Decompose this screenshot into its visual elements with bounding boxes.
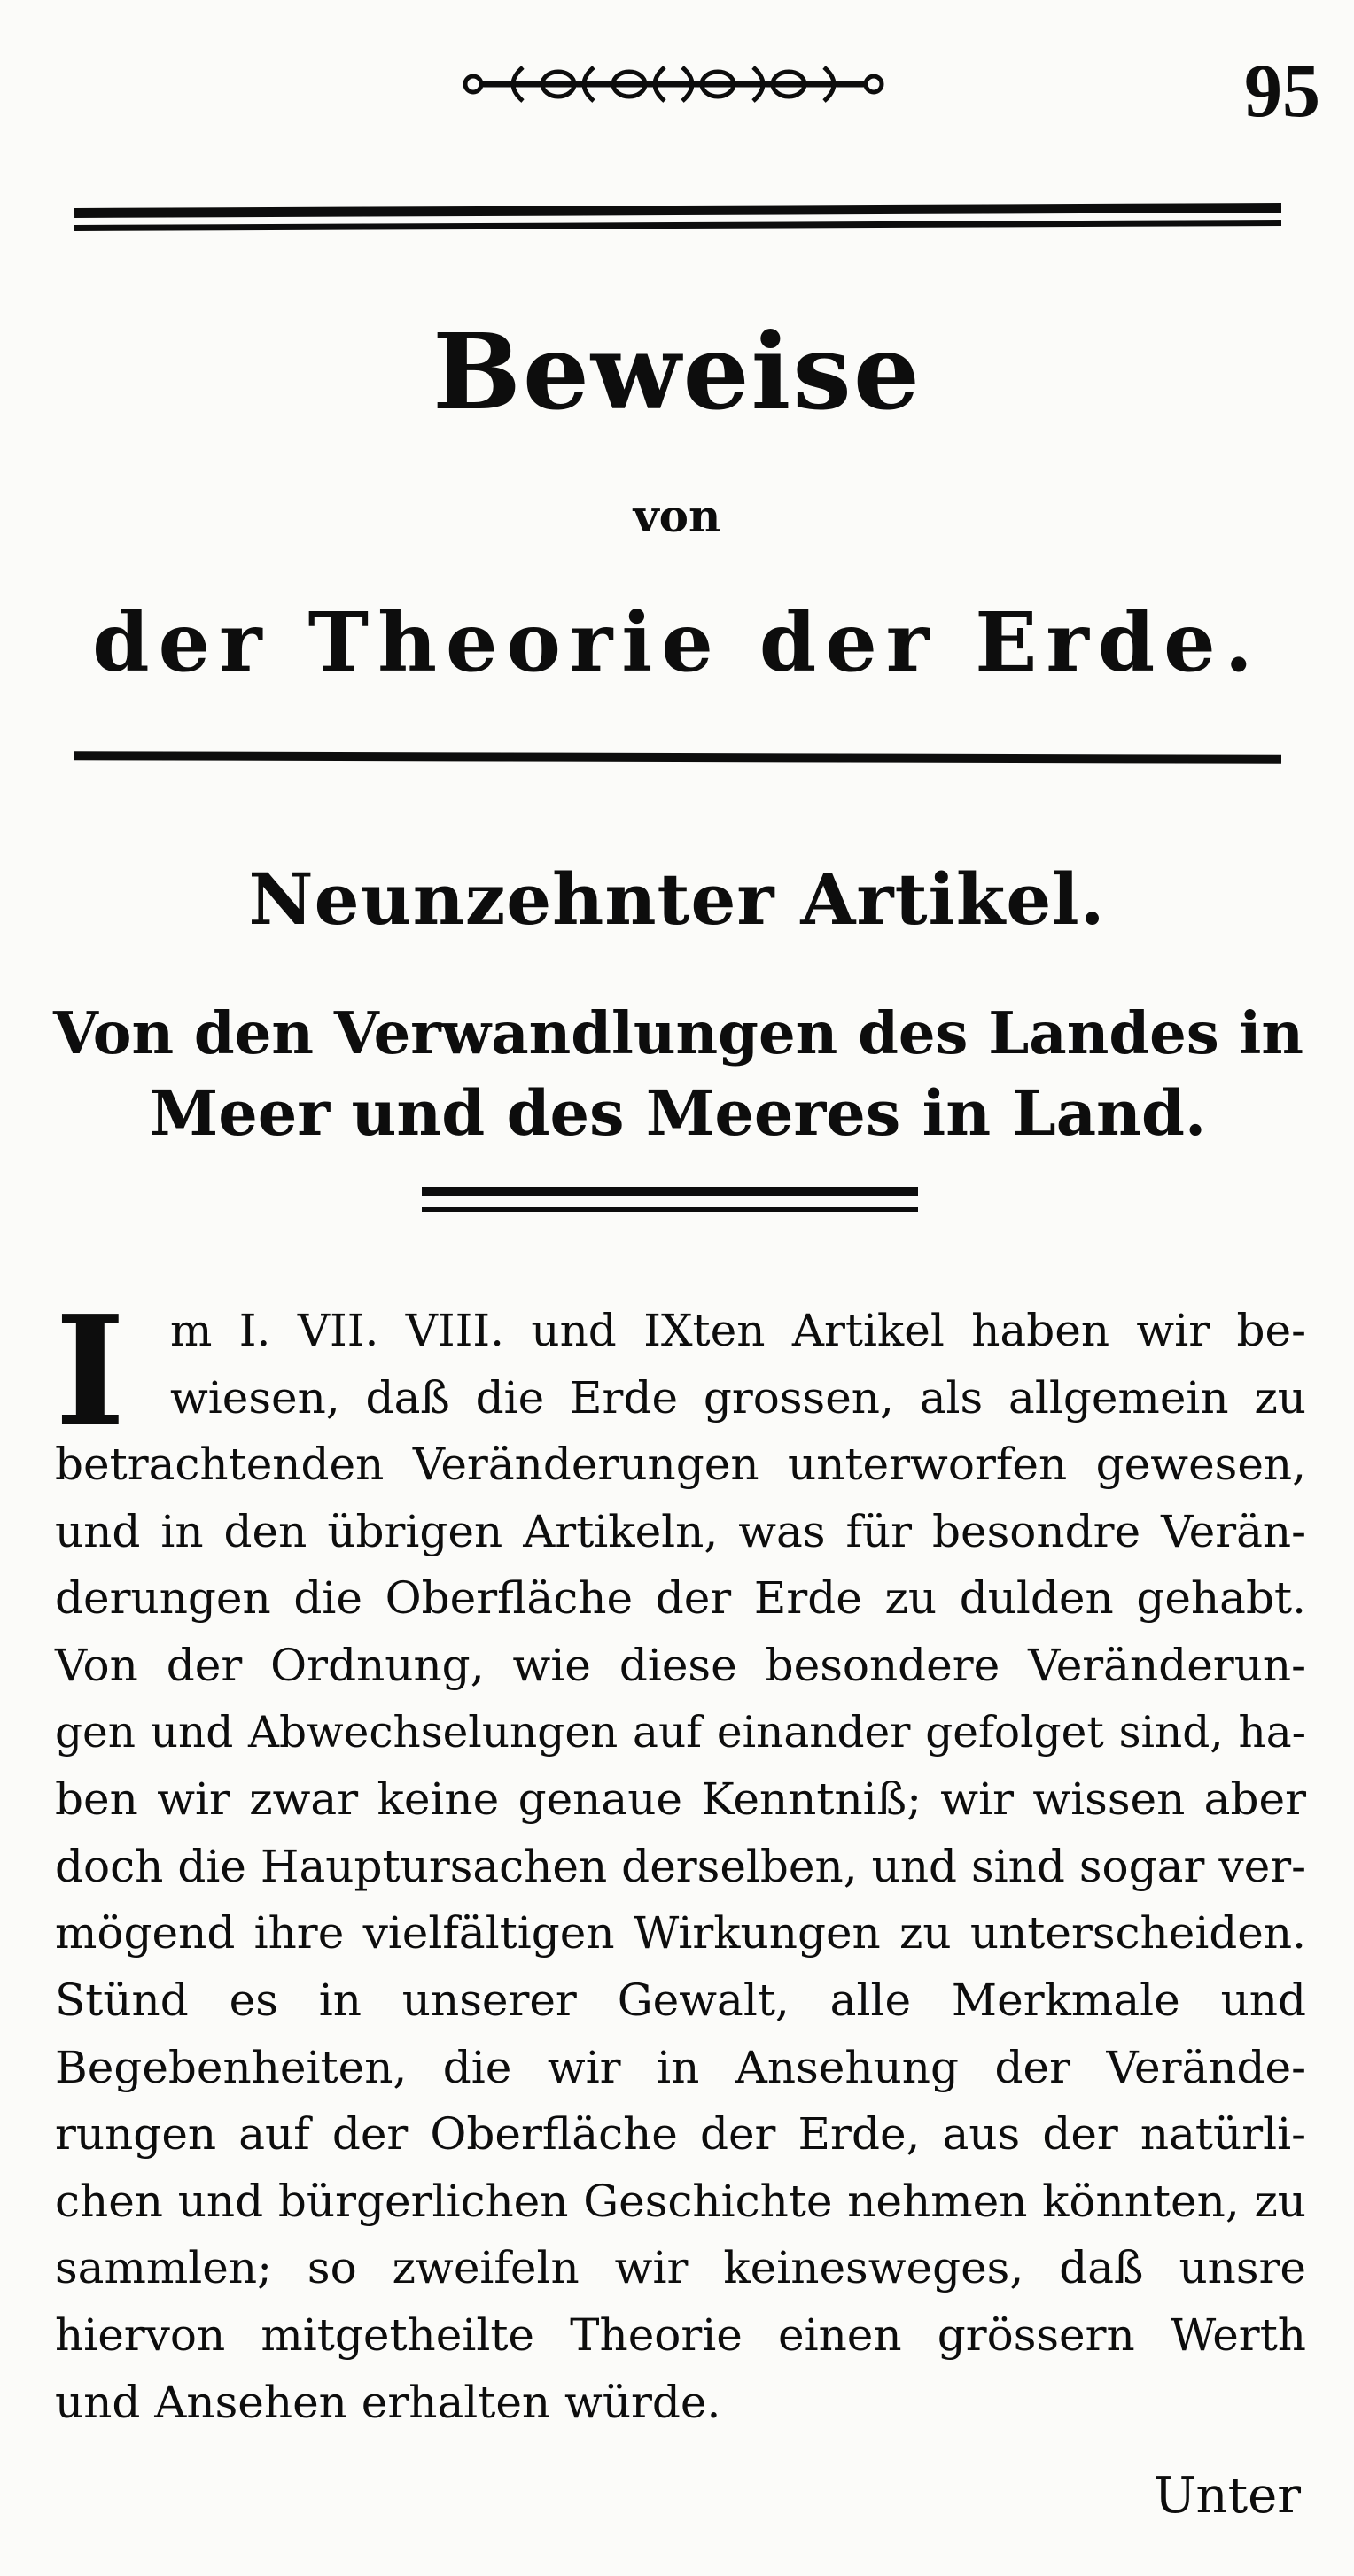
- header-rule: [74, 220, 1281, 231]
- title-rule: [74, 751, 1281, 764]
- header-rule: [74, 203, 1281, 218]
- body-line: derungen die Oberfläche der Erde zu dulden gehabt.: [55, 1572, 1306, 1625]
- body-line: wiesen, daß die Erde grossen, als allgemein zu: [170, 1371, 1306, 1424]
- body-line: rungen auf der Oberfläche der Erde, aus der natürli-: [55, 2108, 1306, 2161]
- page-number: 95: [1244, 48, 1320, 133]
- title-sub: der Theorie der Erde.: [92, 594, 1262, 690]
- body-line: doch die Hauptursachen derselben, und sind sogar ver-: [55, 1840, 1306, 1892]
- body-line: chen und bürgerlichen Geschichte nehmen könnten, zu: [55, 2175, 1306, 2227]
- chain-ornament-icon: [461, 58, 886, 110]
- body-line: sammlen; so zweifeln wir keinesweges, daß unsre: [55, 2242, 1306, 2294]
- title-main: Beweise: [432, 310, 922, 433]
- body-line: I m I. VII. VIII. und IXten Artikel haben wir be-: [55, 1283, 1306, 1460]
- article-subtitle-line: Meer und des Meeres in Land.: [149, 1076, 1207, 1150]
- body-line: Von der Ordnung, wie diese besondere Veränderun-: [55, 1639, 1306, 1691]
- title-connector: von: [633, 490, 721, 542]
- body-line: mögend ihre vielfältigen Wirkungen zu unterscheiden.: [55, 1907, 1306, 1959]
- body-paragraph: [55, 1283, 1306, 2436]
- body-line: ben wir zwar keine genaue Kenntniß; wir wissen aber: [55, 1773, 1306, 1826]
- body-line: gen und Abwechselungen auf einander gefolget sind, ha-: [55, 1707, 1306, 1757]
- body-line: Stünd es in unserer Gewalt, alle Merkmale und: [55, 1974, 1306, 2026]
- body-line: betrachtenden Veränderungen unterworfen gewesen,: [55, 1439, 1306, 1491]
- article-subtitle-line: Von den Verwandlungen des Landes in: [53, 999, 1304, 1067]
- catchword: Unter: [1154, 2467, 1301, 2525]
- body-line: und Ansehen erhalten würde.: [55, 2376, 721, 2428]
- body-line: und in den übrigen Artikeln, was für besondre Verän-: [55, 1505, 1306, 1557]
- section-rule: [422, 1207, 918, 1212]
- article-heading: Neunzehnter Artikel.: [248, 857, 1106, 941]
- body-line: Begebenheiten, die wir in Ansehung der Verände-: [55, 2041, 1306, 2093]
- section-rule: [422, 1187, 918, 1196]
- body-line: hiervon mitgetheilte Theorie einen grössern Werth: [55, 2308, 1306, 2361]
- drop-initial: I: [55, 1283, 126, 1460]
